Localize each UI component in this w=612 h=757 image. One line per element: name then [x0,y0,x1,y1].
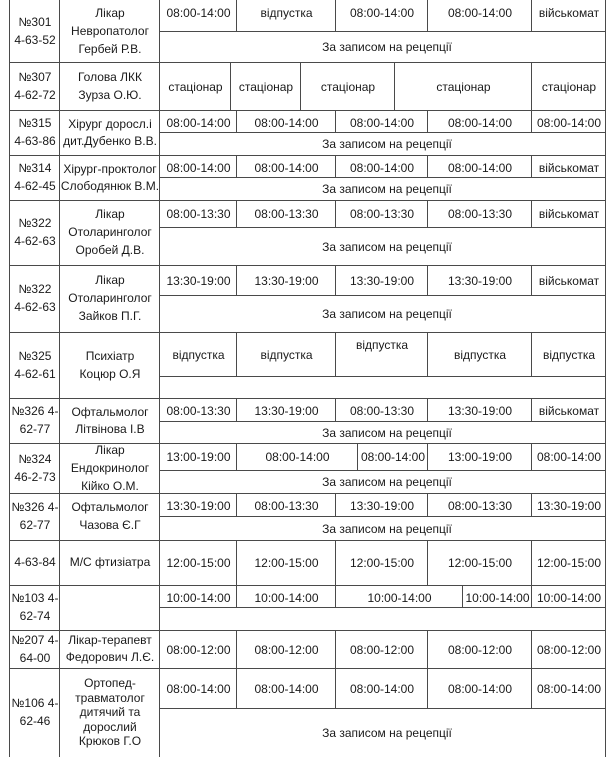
reception-note: За записом на рецепції [322,425,452,440]
day-cell-border [531,155,532,177]
day-schedule-cell: 12:00-15:00 [536,556,602,570]
day-cell-border [236,630,237,668]
day-cell-border [394,62,395,110]
doctor-line: Отоларинголог [68,291,152,305]
day-cell-border [335,265,336,295]
day-schedule-cell: стаціонар [436,79,491,94]
row-border [9,540,606,541]
room-phone: 4-62-61 [14,366,56,381]
doctor-line: Федорович Л.Є. [65,650,155,664]
doctor-line: Лікар [95,5,125,20]
day-cell-border [427,398,428,421]
day-schedule-cell: 08:00-14:00 [536,115,602,130]
day-cell-border [427,540,428,585]
doctor-line: травматолог [75,690,145,705]
doctor-line: Лікар [95,442,125,457]
day-schedule-cell: військомат [538,160,600,175]
day-cell-border [335,0,336,31]
day-cell-border [427,200,428,227]
day-schedule-cell: 13:30-19:00 [447,273,513,288]
doctor-line: Хірург доросл.і [68,116,152,131]
day-cell-border [236,110,237,132]
day-schedule-cell: відпустка [172,347,225,362]
day-cell-border [531,493,532,516]
room-number: №322 [18,216,52,230]
day-schedule-cell: 08:00-13:30 [254,498,319,513]
day-cell-border [335,493,336,516]
row-border [9,585,606,586]
day-cell-border [427,443,428,470]
doctor-line: Крюков Г.О [78,734,142,748]
day-cell-border [427,668,428,708]
day-cell-border [427,110,428,132]
reception-note: За записом на рецепції [322,239,452,254]
note-line-border [159,708,606,709]
day-cell-border [427,265,428,295]
day-schedule-cell: стаціонар [238,79,294,94]
day-schedule-cell: 08:00-14:00 [447,5,513,20]
day-cell-border [236,585,237,607]
day-cell-border [531,332,532,376]
room-number: №307 [18,69,52,84]
note-line-border [159,470,606,471]
room-phone: 62-74 [19,609,51,623]
doctor-line: Зурза О.Ю. [78,87,142,102]
day-schedule-cell: 10:00-14:00 [367,590,432,605]
day-schedule-cell: відпустка [260,5,313,20]
day-schedule-cell: 08:00-12:00 [254,642,319,657]
room-column-border [59,0,60,757]
reception-note: За записом на рецепції [322,182,452,196]
doctor-line: Отоларинголог [68,225,152,239]
room-number: №322 [18,282,52,296]
day-schedule-cell: 08:00-14:00 [447,681,513,696]
day-cell-border [427,0,428,31]
day-cell-border [531,398,532,421]
day-cell-border [335,110,336,132]
day-cell-border [531,585,532,607]
day-schedule-cell: військомат [538,403,600,418]
day-schedule-cell: 13:30-19:00 [349,498,415,513]
day-schedule-cell: військомат [538,207,600,221]
room-number: №326 4- [11,404,59,418]
day-cell-border [357,443,358,470]
doctor-line: Ендокринолог [70,460,150,475]
day-cell-border [236,398,237,421]
day-schedule-cell: 08:00-14:00 [349,5,415,20]
day-cell-border [531,630,532,668]
day-schedule-cell: 08:00-13:30 [447,207,513,221]
day-cell-border [335,155,336,177]
doctor-line: Кійко О.М. [81,478,139,493]
day-schedule-cell: 08:00-12:00 [447,642,513,657]
doctor-line: Офтальмолог [71,404,149,419]
doctor-column-border [159,0,160,757]
note-line-border [159,376,606,377]
day-cell-border [335,668,336,708]
doctor-line: Офтальмолог [71,500,149,514]
day-cell-border [230,62,231,110]
day-schedule-cell: 08:00-14:00 [349,681,415,696]
day-schedule-cell: 08:00-14:00 [447,160,513,175]
day-schedule-cell: 08:00-12:00 [166,642,231,657]
doctor-line: Голова ЛКК [77,69,143,84]
note-line-border [159,177,606,178]
day-schedule-cell: 08:00-14:00 [166,681,231,696]
room-number: №301 [18,14,52,29]
day-schedule-cell: 08:00-13:30 [349,207,415,221]
day-schedule-cell: 08:00-14:00 [166,160,231,175]
note-line-border [159,295,606,296]
day-cell-border [462,585,463,607]
day-schedule-cell: 08:00-13:30 [447,498,513,513]
day-cell-border [236,0,237,31]
day-schedule-cell: 08:00-14:00 [536,681,602,696]
room-number: №314 [18,161,52,175]
day-cell-border [335,398,336,421]
doctor-line: Лікар [95,273,125,287]
day-cell-border [427,155,428,177]
doctor-line: дит.Дубенко В.В. [63,133,157,148]
day-schedule-cell: 10:00-14:00 [166,590,231,605]
day-cell-border [335,540,336,585]
day-cell-border [531,200,532,227]
day-schedule-cell: 13:30-19:00 [349,273,415,288]
reception-note: За записом на рецепції [322,726,452,740]
room-phone: 4-63-84 [14,555,56,569]
day-cell-border [335,630,336,668]
day-schedule-cell: стаціонар [320,79,376,94]
room-number: №106 4- [11,696,59,710]
table-left-border [9,0,10,757]
day-schedule-cell: 13:30-19:00 [166,273,231,288]
day-schedule-cell: 13:30-19:00 [447,403,513,418]
doctor-line: Хірург-проктолог [63,161,157,176]
day-cell-border [236,443,237,470]
day-schedule-cell: 13:30-19:00 [166,498,231,513]
room-phone: 46-2-73 [14,469,56,484]
doctor-line: Оробей Д.В. [75,243,145,257]
day-schedule-cell: 13:00-19:00 [447,450,513,464]
day-cell-border [531,62,532,110]
day-cell-border [335,585,336,607]
doctor-line: Чазова Є.Г [79,518,141,532]
doctor-line: Гербей Р.В. [78,41,142,56]
day-schedule-cell: 12:00-15:00 [349,556,415,570]
day-schedule-cell: 08:00-14:00 [254,160,319,175]
doctor-line: М/С фтизіатра [69,555,151,569]
note-line-border [159,607,606,608]
day-schedule-cell: 10:00-14:00 [536,590,602,605]
row-border [9,332,606,333]
day-schedule-cell: 08:00-12:00 [536,642,602,657]
day-schedule-cell: 08:00-14:00 [254,681,319,696]
reception-note: За записом на рецепції [322,40,452,54]
note-line-border [159,421,606,422]
room-phone: 4-63-86 [14,134,56,148]
room-phone: 4-62-72 [14,87,56,102]
day-cell-border [427,630,428,668]
doctor-line: Психіатр [85,348,135,363]
room-number: №326 4- [11,500,59,514]
room-phone: 64-00 [19,650,51,665]
day-cell-border [236,332,237,376]
day-schedule-cell: 08:00-14:00 [166,115,231,130]
room-phone: 4-63-52 [14,32,56,47]
day-schedule-cell: 08:00-13:30 [166,403,231,418]
day-schedule-cell: 13:00-19:00 [166,450,231,464]
day-schedule-cell: 12:00-15:00 [447,556,513,570]
day-cell-border [236,265,237,295]
doctor-line: дитячий та [79,705,141,719]
row-border [9,398,606,399]
reception-note: За записом на рецепції [322,137,452,151]
day-cell-border [335,332,336,376]
row-border [9,155,606,156]
table-right-border [605,0,606,757]
doctor-line: Слободянюк В.М. [60,178,160,193]
room-phone: 62-46 [19,714,51,728]
reception-note: За записом на рецепції [322,521,452,536]
doctor-line: Лікар-терапевт [68,633,152,647]
row-border [9,62,606,63]
day-schedule-cell: 13:30-19:00 [536,498,602,513]
room-number: №207 4- [11,632,59,647]
day-cell-border [236,200,237,227]
reception-note: За записом на рецепції [322,307,452,321]
room-phone: 62-77 [19,518,51,532]
day-schedule-cell: стаціонар [168,79,223,94]
day-cell-border [236,668,237,708]
reception-note: За записом на рецепції [322,475,452,489]
day-cell-border [427,493,428,516]
day-cell-border [531,0,532,31]
room-phone: 62-77 [19,422,51,436]
day-schedule-cell: 08:00-14:00 [360,450,426,464]
day-cell-border [531,110,532,132]
day-schedule-cell: 08:00-14:00 [349,160,415,175]
day-cell-border [300,62,301,110]
day-schedule-cell: 08:00-13:30 [166,207,231,221]
day-schedule-cell: 08:00-14:00 [265,450,330,464]
day-schedule-cell: 13:30-19:00 [254,403,319,418]
note-line-border [159,516,606,517]
room-number: №315 [18,116,52,130]
room-number: №103 4- [11,591,59,605]
day-cell-border [236,155,237,177]
note-line-border [159,227,606,228]
doctor-line: Літвінова І.В [75,421,145,436]
doctor-line: дорослий [83,719,137,734]
day-cell-border [531,443,532,470]
day-schedule-cell: 08:00-13:30 [349,403,415,418]
day-cell-border [236,493,237,516]
doctor-line: Зайков П.Г. [78,309,142,323]
day-schedule-cell: 08:00-14:00 [536,450,602,464]
day-schedule-cell: відпустка [355,337,409,352]
day-cell-border [236,540,237,585]
day-schedule-cell: 08:00-14:00 [166,5,231,20]
day-schedule-cell: 08:00-14:00 [254,115,319,130]
day-cell-border [531,540,532,585]
day-schedule-cell: 10:00-14:00 [254,590,319,605]
day-schedule-cell: стаціонар [541,79,597,94]
doctor-line: Невропатолог [71,23,149,38]
row-border [9,630,606,631]
day-schedule-cell: відпустка [542,347,596,362]
room-number: №325 [18,348,52,363]
room-phone: 4-62-63 [14,234,56,248]
room-phone: 4-62-45 [14,179,56,193]
day-cell-border [531,668,532,708]
day-schedule-cell: 12:00-15:00 [166,556,231,570]
room-number: №324 [18,451,52,466]
row-border [9,200,606,201]
day-schedule-cell: 12:00-15:00 [254,556,319,570]
day-cell-border [531,265,532,295]
day-schedule-cell: військомат [538,5,600,20]
day-schedule-cell: 10:00-14:00 [465,590,530,605]
day-schedule-cell: 08:00-14:00 [349,115,415,130]
room-phone: 4-62-63 [14,300,56,314]
day-schedule-cell: 08:00-14:00 [447,115,513,130]
day-schedule-cell: відпустка [260,347,313,362]
day-schedule-cell: 13:30-19:00 [254,273,319,288]
doctor-line: Коцюр О.Я [79,366,141,381]
row-border [9,668,606,669]
note-line-border [159,31,606,32]
row-border [9,265,606,266]
day-schedule-cell: відпустка [453,347,507,362]
day-schedule-cell: 08:00-13:30 [254,207,319,221]
day-cell-border [335,200,336,227]
doctor-line: Ортопед- [84,676,136,690]
day-cell-border [427,332,428,376]
day-schedule-cell: 08:00-12:00 [349,642,415,657]
row-border [9,110,606,111]
doctor-line: Лікар [95,207,125,221]
note-line-border [159,132,606,133]
day-schedule-cell: військомат [538,273,600,288]
